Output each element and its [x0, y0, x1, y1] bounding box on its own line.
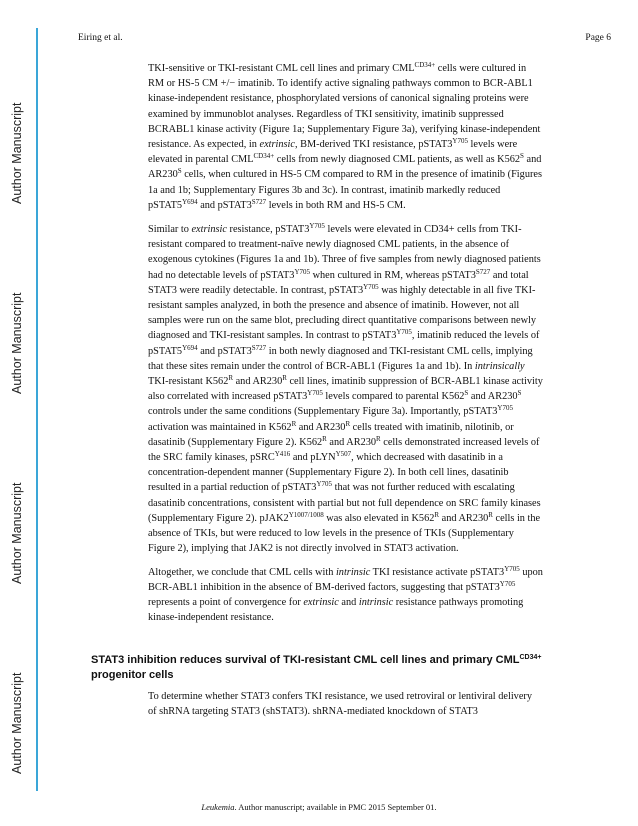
sidebar-label: Author Manuscript: [10, 292, 24, 394]
italic-term: intrinsic: [358, 596, 394, 608]
superscript: S727: [251, 343, 267, 352]
superscript: R: [488, 510, 493, 519]
superscript: Y705: [499, 579, 516, 588]
superscript: R: [322, 434, 327, 443]
superscript: R: [434, 510, 440, 519]
page-footer: [0, 802, 638, 812]
italic-term: intrinsic: [335, 566, 371, 578]
footer-text: . Author manuscript; available in PMC 2015 September 01.: [234, 802, 437, 812]
superscript: S: [517, 389, 522, 398]
paragraph: Altogether, we conclude that CML cells with intrinsic TKI resistance activate $pSTAT3^{Y705}$ upon BCR-ABL1 inhibition in the absence of BM-derived factors, suggesting that $pSTAT3^{Y705}$ represents a point of convergence for extrinsic and intrinsic resistance pathways promoting kinase-independent resistance.: [148, 564, 543, 624]
italic-term: extrinsic: [191, 224, 227, 236]
superscript: S: [177, 167, 182, 176]
sidebar-label: Author Manuscript: [10, 672, 24, 774]
superscript: Y694: [182, 343, 198, 352]
superscript: Y705: [309, 222, 325, 231]
superscript: Y705: [452, 137, 468, 146]
running-header-authors: Eiring et al.: [78, 33, 123, 43]
paragraph: Similar to extrinsic resistance, $pSTAT3^{Y705}$ levels were elevated in CD34+ cells from TKI-resistant compared to treatment-naïve newly diagnosed CML patients, in the absence of exogenous cytokines (Figures 1a and 1b). Three of five samples from newly diagnosed patients had no detectable levels of $pSTAT3^{Y705}$ when cultured in RM, whereas $pSTAT3^{S727}$ and total STAT3 were readily detectable. In contrast, $pSTAT3^{Y705}$ was highly detectable in all five TKI-resistant samples analyzed, in both the presence and absence of imatinib. However, not all samples were run on the same blot, precluding direct quantitative comparisons between newly diagnosed and TKI-resistant samples. In contrast to $pSTAT3^{Y705}$, imatinib reduced the levels of $pSTAT5^{Y694}$ and $pSTAT3^{S727}$ in both newly diagnosed and TKI-resistant CML cells, implying that these sites remain under the control of BCR-ABL1 (Figures 1a and 1b). In intrinsically TKI-resistant $K562^R$ and $AR230^R$ cell lines, imatinib suppression of BCR-ABL1 kinase activity also correlated with increased $pSTAT3^{Y705}$ levels compared to parental $K562^S$ and $AR230^S$ controls under the same conditions (Supplementary Figure 3a). Importantly, $pSTAT3^{Y705}$ activation was maintained in $K562^R$ and $AR230^R$ cells treated with imatinib, nilotinib, or dasatinib (Supplementary Figure 2). $K562^R$ and $AR230^R$ cells demonstrated increased levels of the SRC family kinases, pSRC$^{Y416}$ and pLYN$^{Y507}$, which decreased with dasatinib in a concentration-dependent manner (Supplementary Figure 2). In both cell lines, dasatinib resulted in a partial reduction of $pSTAT3^{Y705}$ that was not further reduced with escalating dasatinib concentrations, consistent with partial but not full dependence on SRC family kinases (Supplementary Figure 2). $pJAK2^{Y1007/1008}$ was also elevated in $K562^R$ and $AR230^R$ cells in the absence of TKIs, but were reduced to low levels in the presence of TKIs (Supplementary Figure 2), implying that JAK2 is not directly involved in STAT3 activation.: [148, 222, 543, 555]
superscript: Y705: [363, 282, 379, 291]
italic-term: extrinsic: [259, 139, 295, 151]
superscript: R: [282, 374, 287, 383]
paragraph: To determine whether STAT3 confers TKI resistance, we used retroviral or lentiviral delivery of shRNA targeting STAT3 (shSTAT3). shRNA-mediated knockdown of STAT3: [148, 691, 532, 718]
superscript: Y705: [396, 328, 412, 337]
superscript: CD34+: [414, 61, 436, 69]
superscript: Y1007/1008: [288, 510, 324, 519]
superscript: S727: [475, 267, 491, 276]
superscript: Y507: [335, 450, 352, 459]
superscript: Y705: [497, 404, 513, 413]
superscript: R: [345, 419, 351, 428]
section-heading: STAT3 inhibition reduces survival of TKI-resistant CML cell lines and primary $CML^{CD34+}$ progenitor cells: [91, 654, 542, 681]
sidebar-rule: [36, 28, 38, 791]
superscript: R: [228, 374, 234, 383]
italic-term: intrinsically: [474, 360, 525, 372]
sidebar-label: Author Manuscript: [10, 102, 24, 204]
superscript: Y705: [316, 480, 333, 489]
page-number: Page 6: [585, 33, 611, 43]
superscript: Y416: [274, 450, 291, 459]
journal-name: Leukemia: [201, 802, 235, 812]
superscript: Y694: [182, 197, 198, 206]
sidebar-label: Author Manuscript: [10, 482, 24, 584]
superscript: Y705: [504, 564, 520, 573]
paragraph: TKI-sensitive or TKI-resistant CML cell lines and primary $CML^{CD34+}$ cells were cultured in RM or HS-5 CM +/− imatinib. To identify active signaling pathways common to BCR-ABL1 kinase-independent resistance, phosphorylated versions of canonical signaling proteins were examined by immunoblot analyses. Regardless of TKI sensitivity, imatinib suppressed BCRABL1 kinase activity (Figure 1a; Supplementary Figure 3a), verifying kinase-independent resistance. As expected, in extrinsic, BM-derived TKI resistance, $pSTAT3^{Y705}$ levels were elevated in parental $CML^{CD34+}$ cells from newly diagnosed CML patients, as well as $K562^S$ and $AR230^S$ cells, when cultured in HS-5 CM compared to RM in the presence of imatinib (Figures 1a and 1b; Supplementary Figures 3b and 3c). In contrast, imatinib markedly reduced $pSTAT5^{Y694}$ and $pSTAT3^{S727}$ levels in both RM and HS-5 CM.: [148, 61, 542, 211]
superscript: Y705: [307, 389, 323, 398]
superscript: CD34+: [253, 152, 275, 161]
main-text: [148, 61, 543, 633]
superscript: R: [376, 434, 381, 443]
italic-term: extrinsic: [303, 596, 339, 608]
superscript: S727: [251, 197, 267, 206]
superscript: S: [464, 389, 469, 398]
main-text-continued: [148, 689, 543, 727]
superscript: S: [520, 152, 524, 161]
superscript: Y705: [294, 267, 310, 276]
superscript: R: [291, 419, 297, 428]
